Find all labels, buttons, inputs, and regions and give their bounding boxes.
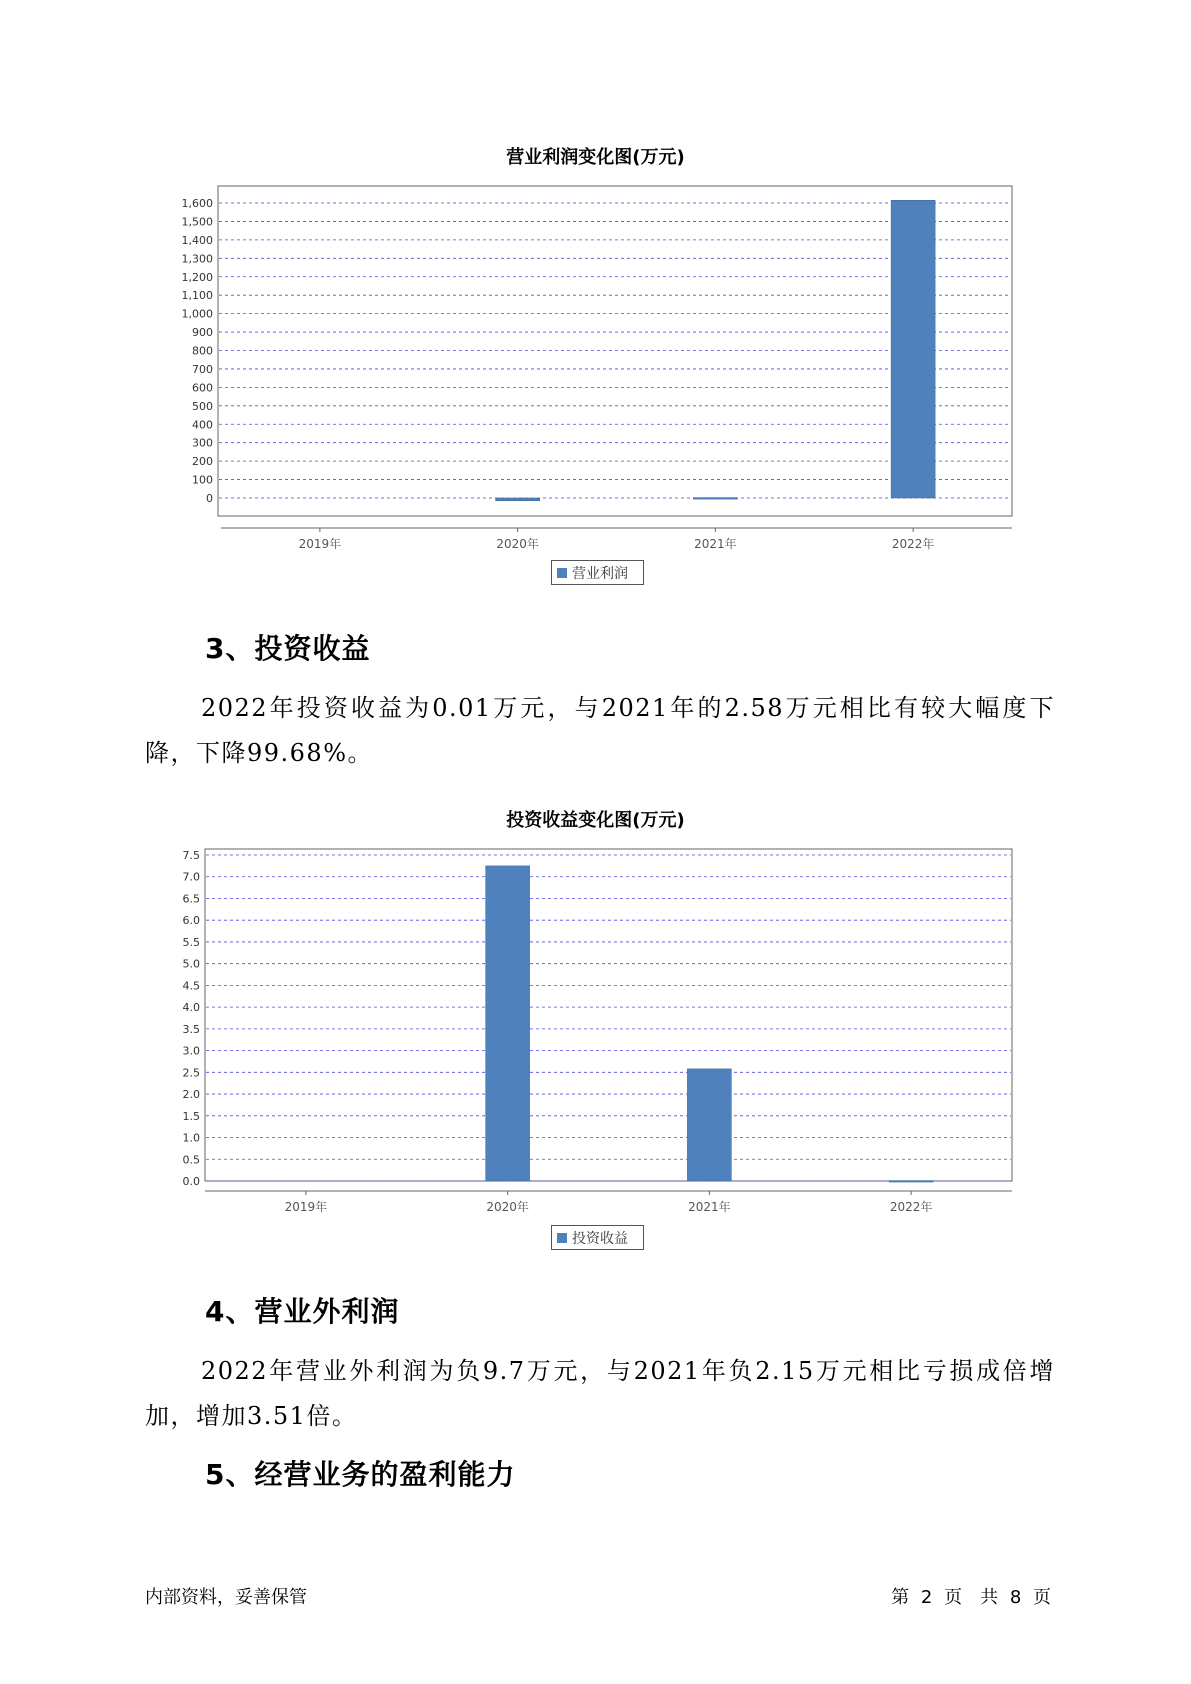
y-tick-label: 3.5 [182,1022,200,1036]
section-heading-non-operating: 4、营业外利润 [205,1295,400,1328]
y-tick-label: 1.0 [182,1131,200,1145]
footer-confidential-note: 内部资料，妥善保管 [145,1587,307,1608]
x-tick-label: 2020年 [496,537,539,551]
y-tick-label: 1.5 [182,1109,200,1123]
y-tick-label: 900 [192,326,213,340]
y-tick-label: 7.5 [182,849,200,862]
y-tick-label: 100 [192,473,213,487]
y-tick-label: 2.0 [182,1088,200,1102]
chart-title: 投资收益变化图(万元) [506,810,685,831]
x-tick-label: 2022年 [889,1200,933,1214]
chart-legend [551,1225,644,1250]
x-tick-label: 2019年 [298,537,342,551]
bar [486,866,530,1181]
legend-label: 营业利润 [572,565,628,582]
y-tick-label: 1,300 [181,252,213,266]
y-tick-label: 5.5 [182,935,200,949]
investment-paragraph: 2022年投资收益为0.01万元，与2021年的2.58万元相比有较大幅度下降，下降99.68%。 [145,694,1055,767]
y-tick-label: 0.5 [182,1153,200,1167]
x-tick-label: 2022年 [891,537,935,551]
y-tick-label: 3.0 [182,1044,200,1058]
chart-title: 营业利润变化图(万元) [506,147,685,168]
y-tick-label: 5.0 [182,957,200,971]
y-tick-label: 4.5 [182,979,200,993]
y-tick-label: 200 [192,455,213,469]
y-tick-label: 700 [192,362,213,376]
bar [889,1181,933,1183]
y-tick-label: 6.0 [182,914,200,928]
x-tick-label: 2021年 [688,1200,731,1214]
x-tick-label: 2019年 [284,1200,328,1214]
non-operating-paragraph: 2022年营业外利润为负9.7万元，与2021年负2.15万元相比亏损成倍增加，增加3.51倍。 [145,1357,1055,1430]
y-tick-label: 500 [192,399,213,413]
y-tick-label: 1,500 [181,215,213,229]
y-tick-label: 800 [192,344,213,358]
y-tick-label: 0.0 [182,1175,200,1188]
y-tick-label: 0 [206,492,213,505]
y-tick-label: 1,600 [181,197,213,210]
legend-swatch [557,1233,567,1243]
section-heading-profitability: 5、经营业务的盈利能力 [205,1458,516,1491]
y-tick-label: 400 [192,418,213,432]
y-tick-label: 1,200 [181,270,213,284]
footer-page-number: 第 2 页 共 8 页 [891,1587,1051,1608]
y-tick-label: 6.5 [182,892,200,906]
legend-label: 投资收益 [572,1230,628,1247]
y-tick-label: 1,400 [181,233,213,247]
y-tick-label: 7.0 [182,870,200,884]
y-tick-label: 300 [192,436,213,450]
y-tick-label: 1,100 [181,289,213,303]
y-tick-label: 1,000 [181,307,213,321]
y-tick-label: 2.5 [182,1066,200,1080]
x-tick-label: 2020年 [486,1200,529,1214]
x-tick-label: 2021年 [694,537,737,551]
y-tick-label: 600 [192,381,213,395]
bar [687,1069,731,1181]
y-tick-label: 4.0 [182,1001,200,1015]
section-heading-investment: 3、投资收益 [205,632,371,665]
